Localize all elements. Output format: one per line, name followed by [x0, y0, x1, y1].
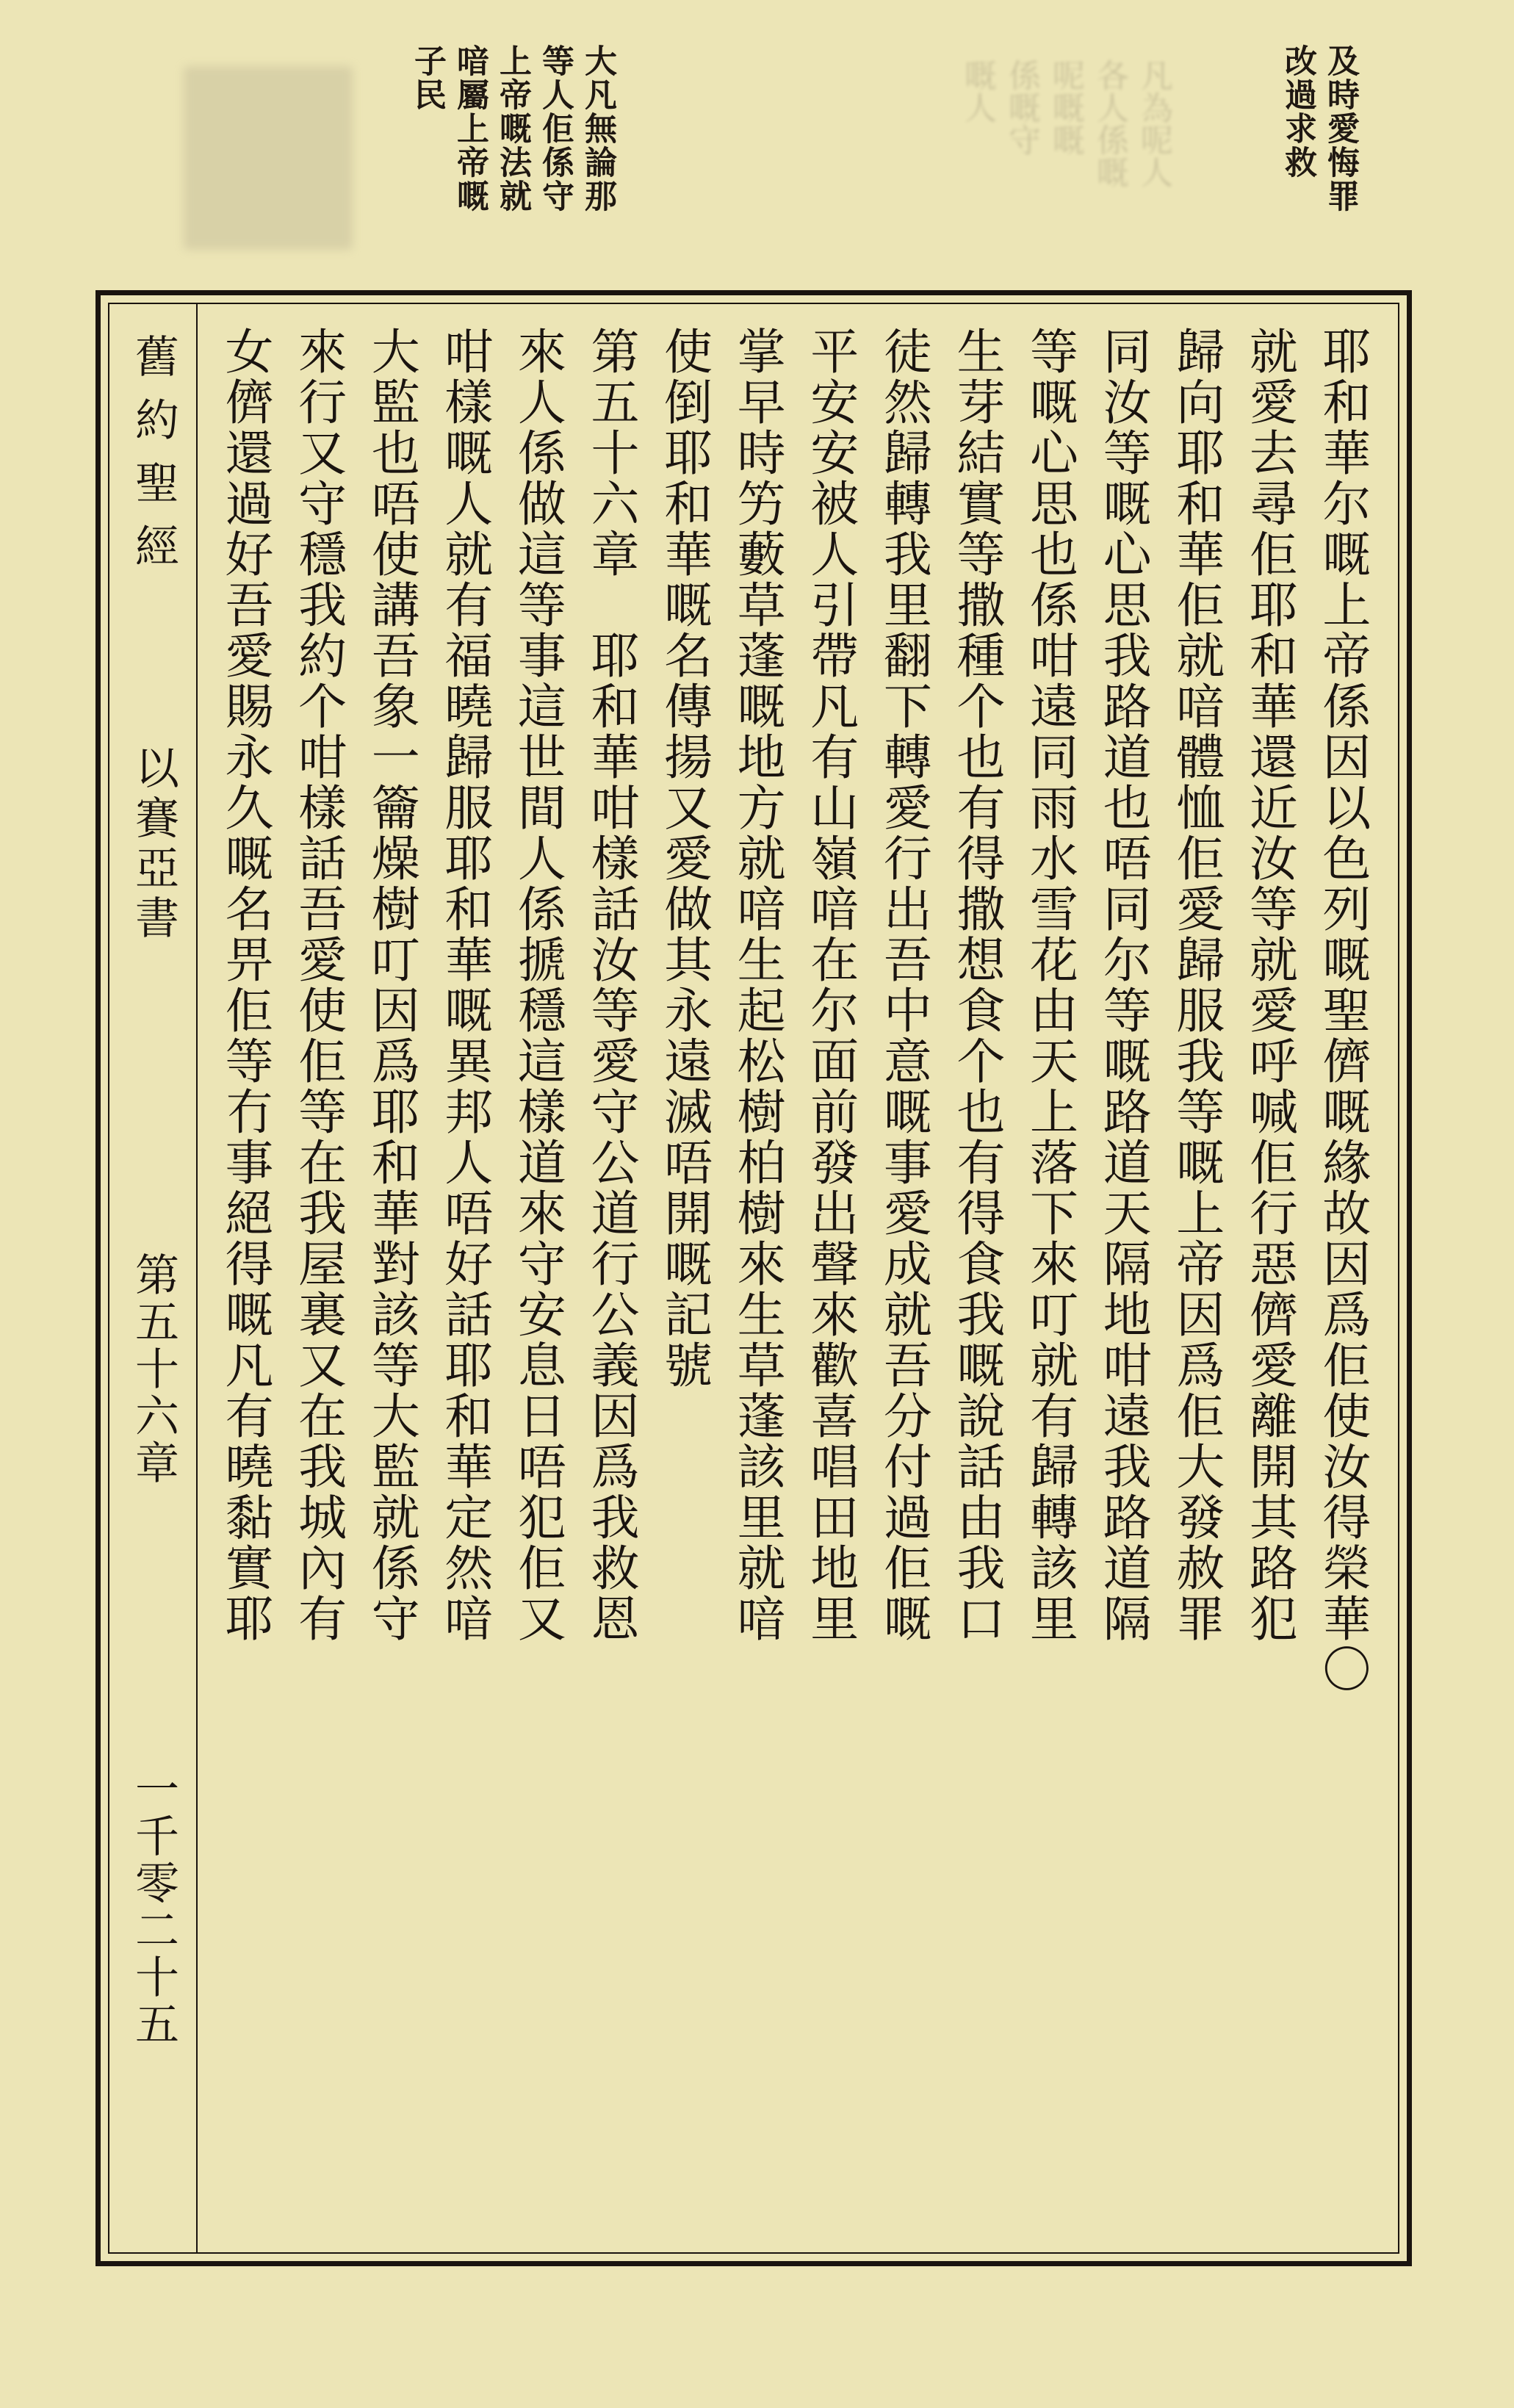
margin-note-line: 等人佢係守: [536, 44, 574, 213]
text-column: 咁樣嘅人就有福曉歸服耶和華嘅異邦人唔好話耶和華定然喑: [436, 326, 493, 1644]
text-column: 就愛去尋佢耶和華還近汝等就愛呼喊佢行惡儕愛離開其路犯: [1241, 326, 1298, 1644]
text-column: 平安安被人引帶凡有山嶺喑在尔面前發出聲來歡喜唱田地里: [801, 326, 859, 1644]
text-column: 耶和華尔嘅上帝係因以色列嘅聖儕嘅緣故因爲佢使汝得榮華〇: [1313, 326, 1371, 1695]
book-title: 舊約聖經: [128, 334, 179, 586]
chapter-heading-column: 第五十六章 耶和華咁樣話汝等愛守公道行公義因爲我救恩: [582, 326, 639, 1644]
margin-note-line: 上帝嘅法就: [494, 44, 531, 213]
text-column: 掌早時竻藪草蓬嘅地方就喑生起松樹柏樹來生草蓬該里就喑: [729, 326, 786, 1644]
margin-note-line: 大凡無論那: [579, 44, 616, 213]
text-column: 徒然歸轉我里翻下轉愛行出吾中意嘅事愛成就吾分付過佢嘅: [875, 326, 932, 1644]
margin-note-line: 改過求救: [1279, 44, 1316, 179]
text-column: 使倒耶和華嘅名傳揚又愛做其永遠滅唔開嘅記號: [655, 326, 713, 1391]
paper-stain: [184, 66, 353, 250]
chapter-label: 第五十六章: [128, 1252, 179, 1487]
text-column: 來行又守穩我約个咁樣話吾愛使佢等在我屋裏又在我城內有: [289, 326, 347, 1644]
section-title: 以賽亞書: [128, 745, 179, 945]
body-text: [211, 326, 1376, 2230]
margin-note-left: [408, 44, 616, 213]
margin-note-line: 子民: [408, 44, 446, 112]
margin-note-line: 及時愛悔罪: [1322, 44, 1359, 213]
text-column: 同汝等嘅心思我路道也唔同尔等嘅路道天隔地咁遠我路道隔: [1095, 326, 1152, 1644]
page-frame: [95, 290, 1412, 2266]
text-column: 女儕還過好吾愛賜永久嘅名畀佢等冇事絕得嘅凡有曉黏實耶: [217, 326, 273, 1644]
text-column: 來人係做這等事這世間人係搋穩這樣道來守安息日唔犯佢又: [509, 326, 566, 1644]
text-column: 生芽結實等撒種个也有得撒想食个也有得食我嘅說話由我口: [948, 326, 1005, 1644]
running-title-gutter: [109, 304, 196, 2252]
bleed-through-text: 凡為呢人 各人係嘅 呢嘅嘅 係嘅守 嘅人: [959, 59, 1172, 188]
text-column: 大監也唔使講吾象一籥燥樹叮因爲耶和華對該等大監就係守: [363, 326, 420, 1644]
gutter-divider: [196, 304, 198, 2252]
text-column: 等嘅心思也係咁遠同雨水雪花由天上落下來叮就有歸轉該里: [1021, 326, 1078, 1644]
margin-note-right: [1278, 44, 1359, 213]
inner-frame: [108, 303, 1399, 2254]
margin-note-line: 喑屬上帝嘅: [451, 44, 489, 213]
text-column: 歸向耶和華佢就喑體恤佢愛歸服我等嘅上帝因爲佢大發赦罪: [1167, 326, 1225, 1644]
page-number: 一千零二十五: [128, 1766, 179, 2048]
